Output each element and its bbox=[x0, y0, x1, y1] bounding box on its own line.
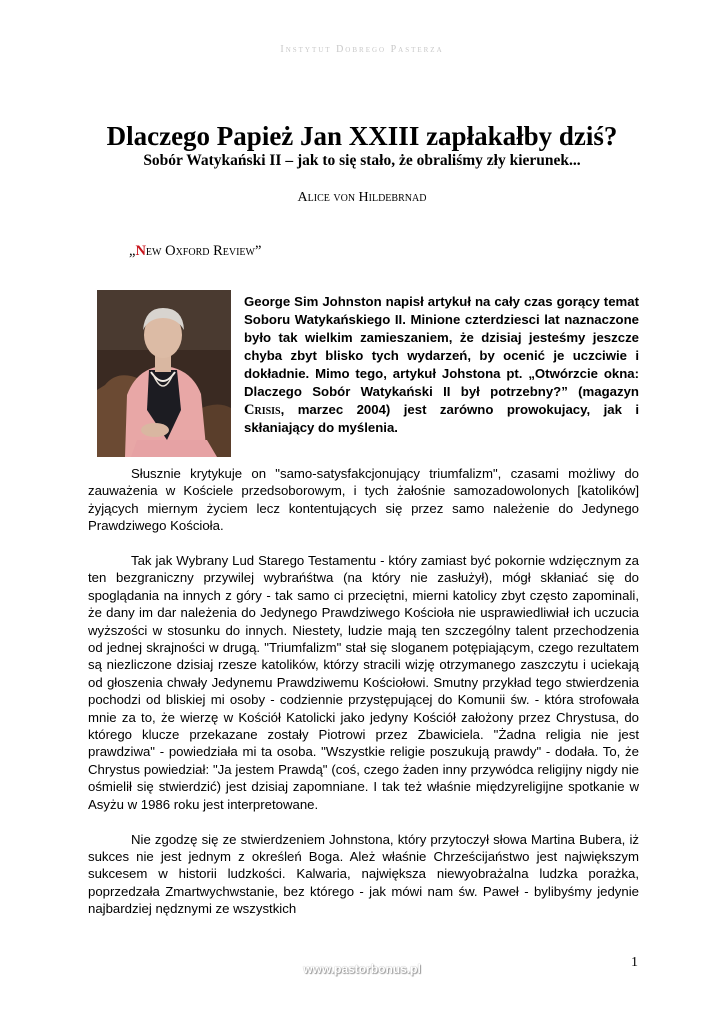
footer-website: www.pastorbonus.pl bbox=[303, 962, 421, 976]
body-paragraph-2: Tak jak Wybrany Lud Starego Testamentu - który zamiast być pokornie wdzięcznym za ten bezgraniczny przywilej wybrańśtwa (na który nie zasłużył), mógł skłaniać się do spoglądania na innych z góry - tak samo ci przeciętni, mierni katolicy zbyt często zapominali, że dany im dar należenia do Jedynego Prawdziwego Kościoła nie usprawiedliwiał ich uczucia wyższości w stosunku do innych. Niestety, ludzie mają ten szczególny talent przechodzenia od jednej skrajności w drugą. "Triumfalizm" stał się sloganem potępiającym, czego rezultatem są niezliczone dzisiaj rzesze katolików, którzy stracili wizję otrzymanego zaszczytu i uciekają od głoszenia chwały Jedynemu Prawdziwemu Kościołowi. Smutny przykład tego stwierdzenia pochodzi od bliskiej mi osoby - codziennie przystępującej do Komunii św. - która strofowała mnie za to, że wierzę w Kościół Katolicki jako jedyny Kościół założony przez Chrystusa, do którego klucze przekazane zostały Piotrowi przez Zbawiciela. "Żadna religia nie jest prawdziwa" - powiedziała mi ta osoba. "Wszystkie religie poszukują prawdy" - dodała. To, że Chrystus powiedział: "Ja jestem Prawdą" (coś, czego żaden inny przywódca religijny nigdy nie ośmielił się stwierdzić) jest dzisiaj zapomniane. I tak też właśnie międzyreligijne spotkanie w Asyżu w 1986 roku jest interpretowane. bbox=[88, 553, 639, 812]
article-author: Alice von Hildebrnad bbox=[297, 190, 427, 205]
intro-text-end: , marzec 2004) jest zarówno prowokujacy, jak i skłaniający do myślenia. bbox=[244, 402, 639, 435]
source-close-quote: ” bbox=[254, 243, 262, 259]
intro-text-start: George Sim Johnston napisł artykuł na cały czas gorący temat Soboru Watykańskiego II. Minione czterdziesci lat naznaczone było tak wielkim zamieszaniem, że dzisiaj jesteśmy jeszcze chyba zbyt blisko tych wydarzeń, by ocenić je uczciwie i dokładnie. Mimo tego, artykuł Johstona pt. „Otwórzcie okna: Dlaczego Sobór Watykański II był potrzebny?” (magazyn bbox=[244, 294, 639, 399]
article-intro bbox=[244, 293, 639, 437]
body-paragraph-1: Słusznie krytykuje on "samo-satysfakcjonujący triumfalizm", czasami możliwy do zauważenia w Kościele przedsoborowym, i tych żałośnie samozadowolonych [katolików] żyjących miernym życiem lecz kontentujących się przez samo należenie do Jedynego Prawdziwego Kościoła. bbox=[88, 466, 639, 534]
source-name-rest: ew Oxford Review bbox=[145, 243, 255, 259]
page-number: 1 bbox=[631, 955, 638, 970]
article-body bbox=[88, 465, 639, 935]
author-photo bbox=[97, 290, 231, 457]
body-paragraph-3: Nie zgodzę się ze stwierdzeniem Johnstona, który przytoczył słowa Martina Bubera, iż sukces nie jest jednym z określeń Boga. Ależ właśnie Chrześcijaństwo jest największym sukcesem w historii ludzkości. Kalwaria, największa niewyobrażalna ludzka porażka, poprzedzała Zmartwychwstanie, bez którego - jak mówi nam św. Paweł - bylibyśmy jedynie najbardziej nędznymi ze wszystkich bbox=[88, 831, 639, 917]
source-first-letter: N bbox=[135, 243, 146, 259]
article-title: Dlaczego Papież Jan XXIII zapłakałby dziś? bbox=[106, 121, 618, 151]
source-open-quote: „ bbox=[129, 243, 136, 259]
intro-magazine-name: Crisis bbox=[244, 402, 281, 418]
header-organization: Instytut Dobrego Pasterza bbox=[280, 44, 444, 55]
article-subtitle: Sobór Watykański II – jak to się stało, że obraliśmy zły kierunek... bbox=[143, 152, 581, 169]
source-publication bbox=[129, 243, 261, 260]
